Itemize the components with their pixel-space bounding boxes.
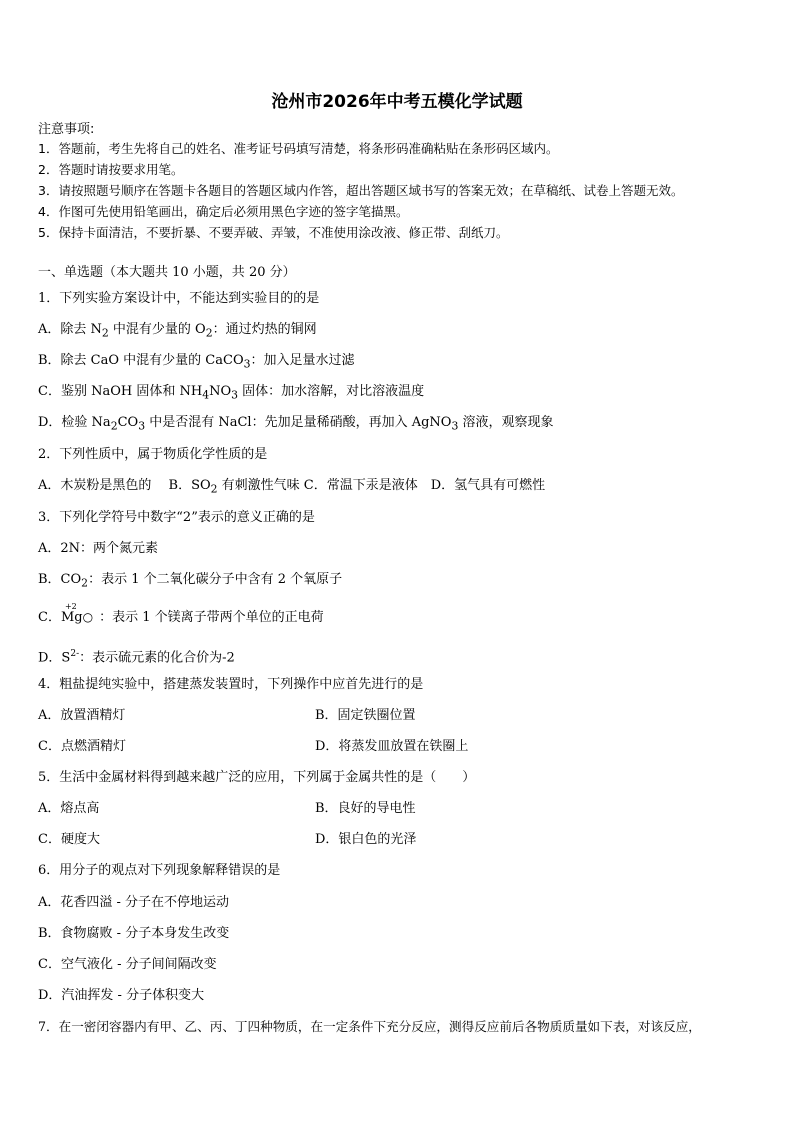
text: ：通过灼热的铜网 — [212, 322, 317, 337]
question-3-option-a[interactable]: A．2N：两个氮元素 — [38, 541, 159, 556]
question-3-stem: 3．下列化学符号中数字“2”表示的意义正确的是 — [38, 510, 315, 525]
question-6-option-a[interactable]: A．花香四溢 - 分子在不停地运动 — [38, 895, 230, 910]
valence-superscript: +2 — [64, 602, 77, 611]
question-1-option-b[interactable] — [38, 352, 355, 374]
text: ：加入足量水过滤 — [250, 353, 355, 368]
text: ：表示 1 个镁离子带两个单位的正电荷 — [94, 610, 324, 625]
subscript: 3 — [231, 388, 239, 402]
text: 固体：加水溶解，对比溶液温度 — [238, 384, 425, 399]
question-1-option-c[interactable] — [38, 383, 424, 405]
text: B．CO — [38, 572, 82, 587]
circle-icon: ○ — [82, 610, 94, 624]
subscript: 2 — [110, 419, 118, 433]
question-4-stem: 4．粗盐提纯实验中，搭建蒸发装置时，下列操作中应首先进行的是 — [38, 677, 424, 692]
text: C． — [38, 610, 61, 625]
question-1-option-d[interactable] — [38, 414, 553, 436]
section-heading: 一、单选题（本大题共 10 小题，共 20 分） — [38, 265, 296, 280]
note-item-5: 5．保持卡面清洁，不要折暴、不要弄破、弄皱，不准使用涂改液、修正带、刮纸刀。 — [38, 225, 509, 240]
text: B．除去 CaO 中混有少量的 CaCO — [38, 353, 244, 368]
question-5-stem: 5．生活中金属材料得到越来越广泛的应用，下列属于金属共性的是（ ） — [38, 770, 476, 785]
question-2-options[interactable] — [38, 477, 545, 499]
notes-heading: 注意事项: — [38, 122, 95, 137]
element-symbol: Mg — [60, 610, 83, 625]
question-5-option-b[interactable]: B．良好的导电性 — [315, 801, 416, 816]
text: 溶液，观察现象 — [458, 415, 554, 430]
superscript: 2- — [70, 649, 80, 659]
subscript: 4 — [202, 388, 210, 402]
question-6-option-c[interactable]: C．空气液化 - 分子间间隔改变 — [38, 957, 217, 972]
text: 中混有少量的 O — [108, 322, 206, 337]
page-title: 沧州市2026年中考五模化学试题 — [271, 92, 523, 112]
text: A．除去 N — [38, 322, 102, 337]
question-4-option-c[interactable]: C．点燃酒精灯 — [38, 739, 126, 754]
question-5-option-c[interactable]: C．硬度大 — [38, 832, 100, 847]
subscript: 2 — [101, 326, 109, 340]
text: NO — [209, 384, 232, 399]
question-3-option-c[interactable] — [38, 602, 324, 627]
question-1-stem: 1．下列实验方案设计中，不能达到实验目的的是 — [38, 291, 320, 306]
subscript: 2 — [81, 576, 89, 590]
text: A．木炭粉是黑色的 B．SO — [38, 478, 211, 493]
question-4-option-d[interactable]: D．将蒸发皿放置在铁圈上 — [315, 739, 469, 754]
question-6-option-d[interactable]: D．汽油挥发 - 分子体积变大 — [38, 988, 205, 1003]
text: 有刺激性气味 C．常温下汞是液体 D．氢气具有可燃性 — [217, 478, 546, 493]
subscript: 3 — [451, 419, 459, 433]
text: D．S — [38, 650, 71, 666]
magnesium-valence-symbol — [60, 602, 95, 627]
note-item-3: 3．请按照题号顺序在答题卡各题目的答题区域内作答，超出答题区域书写的答案无效；在草稿纸、试卷上答题无效。 — [38, 183, 684, 198]
question-6-option-b[interactable]: B．食物腐败 - 分子本身发生改变 — [38, 926, 230, 941]
text: CO — [117, 415, 139, 430]
question-6-stem: 6．用分子的观点对下列现象解释错误的是 — [38, 863, 281, 878]
note-item-2: 2．答题时请按要求用笔。 — [38, 162, 184, 177]
subscript: 3 — [138, 419, 146, 433]
question-4-option-a[interactable]: A．放置酒精灯 — [38, 708, 126, 723]
text: ：表示硫元素的化合价为-2 — [79, 650, 235, 666]
question-3-option-b[interactable] — [38, 571, 342, 593]
question-3-option-d[interactable] — [38, 645, 235, 667]
text: D．检验 Na — [38, 415, 111, 430]
question-2-stem: 2．下列性质中，属于物质化学性质的是 — [38, 447, 268, 462]
question-5-option-d[interactable]: D．银白色的光泽 — [315, 832, 417, 847]
question-4-option-b[interactable]: B．固定铁圈位置 — [315, 708, 416, 723]
subscript: 2 — [210, 482, 218, 496]
text: ：表示 1 个二氧化碳分子中含有 2 个氧原子 — [88, 572, 343, 587]
question-7-stem: 7．在一密闭容器内有甲、乙、丙、丁四种物质，在一定条件下充分反应，测得反应前后各物质质量如下表，对该反应， — [38, 1019, 701, 1034]
question-1-option-a[interactable] — [38, 321, 317, 343]
subscript: 2 — [205, 326, 213, 340]
note-item-1: 1．答题前，考生先将自己的姓名、准考证号码填写清楚，将条形码准确粘贴在条形码区域内。 — [38, 141, 559, 156]
text: C．鉴别 NaOH 固体和 NH — [38, 384, 203, 399]
question-5-option-a[interactable]: A．熔点高 — [38, 801, 100, 816]
note-item-4: 4．作图可先使用铅笔画出，确定后必须用黑色字迹的签字笔描黑。 — [38, 204, 409, 219]
subscript: 3 — [243, 357, 251, 371]
text: 中是否混有 NaCl：先加足量稀硝酸，再加入 AgNO — [145, 415, 452, 430]
